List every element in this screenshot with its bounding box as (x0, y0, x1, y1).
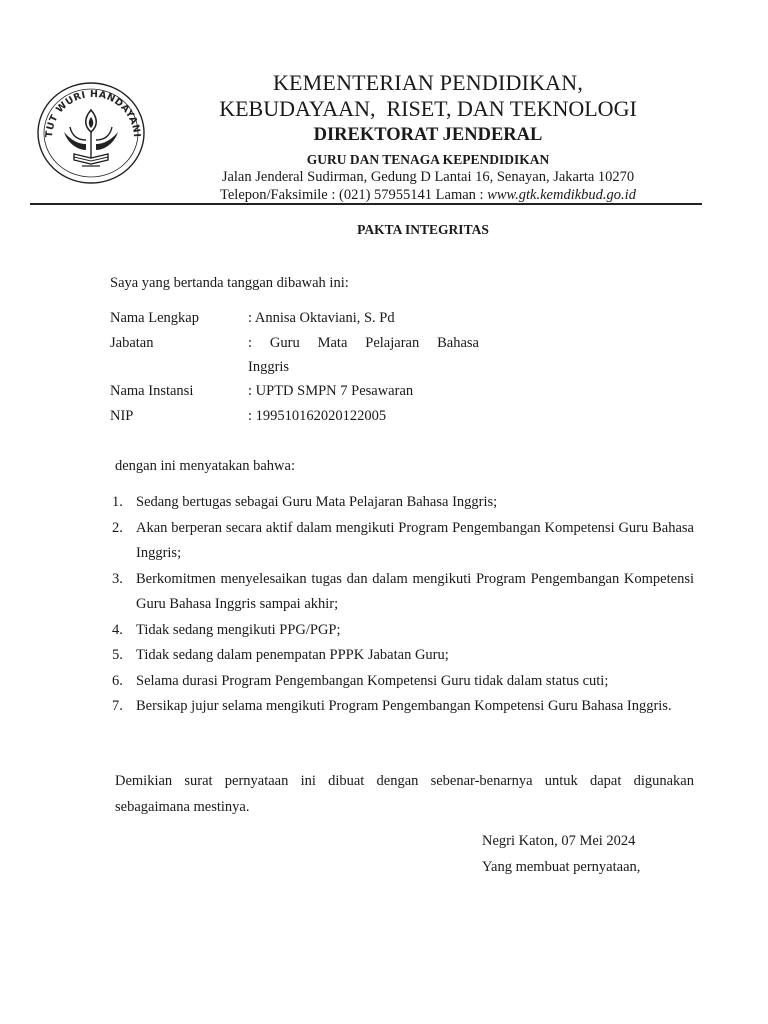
position-word: Mata (317, 334, 348, 351)
identity-row-position (110, 334, 490, 383)
position-word: Bahasa (437, 334, 479, 351)
institution-value: : UPTD SMPN 7 Pesawaran (248, 383, 414, 399)
name-value: : Annisa Oktaviani, S. Pd (248, 310, 395, 326)
position-word: Guru (269, 334, 300, 351)
statement-list (110, 490, 694, 720)
list-number: 4. (112, 621, 123, 638)
ministry-line-1: KEMENTERIAN PENDIDIKAN, (272, 70, 584, 95)
list-text: Bersikap jujur selama mengikuti Program Pengembangan Kompetensi Guru Bahasa Inggris. (136, 698, 672, 714)
list-number: 6. (112, 672, 123, 689)
identity-block (110, 309, 490, 431)
office-address: Jalan Jenderal Sudirman, Gedung D Lantai 16, Senayan, Jakarta 10270 (221, 169, 635, 185)
list-number: 2. (112, 519, 123, 536)
letterhead-divider (30, 203, 702, 205)
document-title: PAKTA INTEGRITAS (357, 222, 489, 237)
identity-row-name (110, 309, 490, 334)
name-label: Nama Lengkap (110, 310, 199, 326)
list-item (110, 516, 694, 567)
directorate-title: DIREKTORAT JENDERAL (313, 125, 543, 145)
position-value (248, 334, 479, 383)
list-text: Tidak sedang dalam penempatan PPPK Jabatan Guru; (136, 647, 449, 663)
list-text: Tidak sedang mengikuti PPG/PGP; (136, 621, 341, 638)
list-number: 1. (112, 494, 123, 510)
list-text: Selama durasi Program Pengembangan Kompetensi Guru tidak dalam status cuti; (136, 672, 609, 689)
identity-row-nip (110, 407, 490, 432)
statement-intro: dengan ini menyatakan bahwa: (115, 458, 295, 474)
nip-label: NIP (110, 407, 134, 424)
list-item (110, 490, 694, 516)
list-number: 7. (112, 698, 123, 714)
website-link[interactable]: www.gtk.kemdikbud.go.id (487, 187, 636, 203)
logo-motto-text: TUT WURI HANDAYANI (43, 88, 143, 138)
place-date: Negri Katon, 07 Mei 2024 (482, 833, 636, 849)
position-label: Jabatan (110, 334, 154, 351)
signature-block (482, 828, 640, 880)
position-word: : (248, 334, 253, 351)
list-text: Sedang bertugas sebagai Guru Mata Pelajaran Bahasa Inggris; (136, 494, 498, 510)
list-item (110, 694, 694, 720)
institution-label: Nama Instansi (110, 383, 194, 399)
nip-value: : 199510162020122005 (248, 407, 387, 424)
position-value-line-2: Inggris (248, 359, 290, 375)
directorate-subtitle: GURU DAN TENAGA KEPENDIDIKAN (306, 152, 550, 167)
list-item (110, 618, 694, 644)
list-number: 5. (112, 647, 123, 663)
contact-phone: Telepon/Faksimile : (021) 57955141 Laman : (220, 187, 488, 203)
list-item (110, 643, 694, 669)
ministry-line-2: KEBUDAYAAN, RISET, DAN TEKNOLOGI (219, 96, 637, 121)
signer-label: Yang membuat pernyataan, (482, 859, 641, 875)
list-item (110, 567, 694, 618)
list-number: 3. (112, 570, 123, 587)
closing-paragraph: Demikian surat pernyataan ini dibuat dengan sebenar-benarnya untuk dapat digunakan sebagaimana mestinya. (115, 773, 694, 815)
tut-wuri-handayani-logo (34, 80, 148, 186)
position-word: Pelajaran (365, 334, 420, 351)
list-text: Berkomitmen menyelesaikan tugas dan dalam mengikuti Program Pengembangan Kompetensi Guru Bahasa Inggris sampai akhir; (136, 570, 694, 612)
list-item (110, 669, 694, 695)
letterhead (190, 70, 666, 205)
identity-row-institution (110, 382, 490, 407)
intro-text: Saya yang bertanda tanggan dibawah ini: (110, 275, 349, 291)
list-text: Akan berperan secara aktif dalam mengikuti Program Pengembangan Kompetensi Guru Bahasa Inggris; (136, 519, 694, 561)
